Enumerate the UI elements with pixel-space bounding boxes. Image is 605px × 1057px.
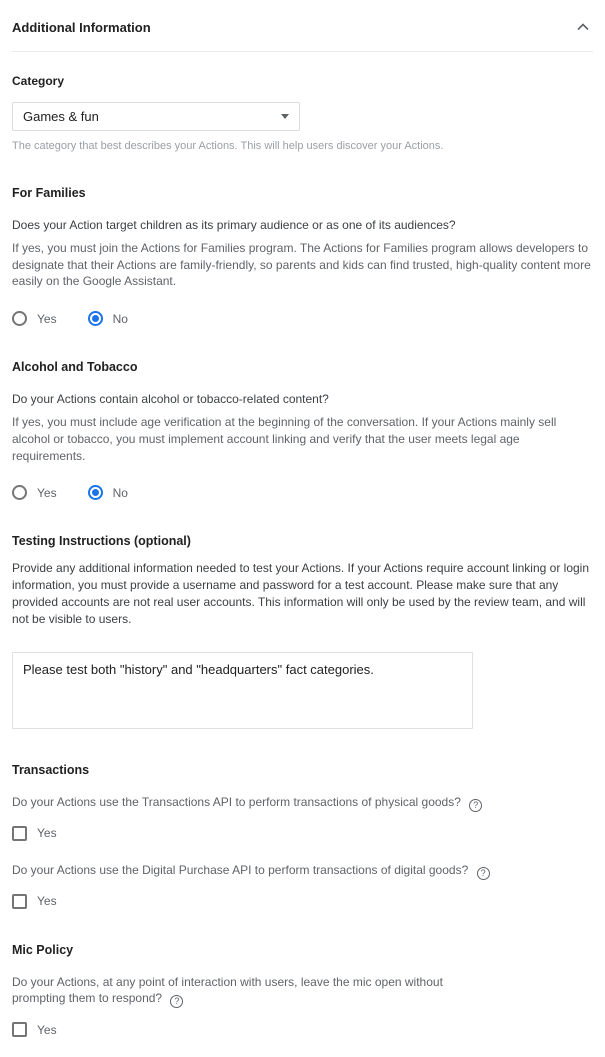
page-title: Additional Information xyxy=(12,19,151,35)
radio-label: No xyxy=(112,485,128,500)
for-families-description: If yes, you must join the Actions for Families program. The Actions for Families program allows developers to designate that their Actions are family-friendly, so parents and kids can find trusted, high-quality content more easily on the Google Assistant. xyxy=(12,240,591,289)
alcohol-tobacco-radio-group xyxy=(12,485,593,500)
question-text: Do your Actions, at any point of interaction with users, leave the mic open without prompting them to respond? xyxy=(12,974,443,1006)
for-families-radio-yes[interactable] xyxy=(12,311,57,326)
question-text: Do your Actions use the Digital Purchase API to perform transactions of digital goods? xyxy=(12,862,469,877)
alcohol-tobacco-title: Alcohol and Tobacco xyxy=(12,360,138,375)
testing-instructions-description: Provide any additional information needed to test your Actions. If your Actions require account linking or login information, you must provide a username and password for a test account. Please make sure that any provided accounts are not real user accounts. This information will only be used by the review team, and will not be visible to users. xyxy=(12,561,590,626)
transactions-section xyxy=(12,763,593,909)
for-families-title: For Families xyxy=(12,186,86,200)
radio-icon xyxy=(88,485,103,500)
radio-label: Yes xyxy=(37,311,57,326)
transactions-digital-question xyxy=(12,862,593,880)
checkbox-icon xyxy=(12,894,27,909)
radio-label: Yes xyxy=(37,485,57,500)
chevron-up-icon xyxy=(577,18,589,36)
alcohol-tobacco-radio-no[interactable] xyxy=(88,485,128,500)
alcohol-tobacco-question: Do your Actions contain alcohol or tobacco-related content? xyxy=(12,392,329,407)
checkbox-label: Yes xyxy=(37,894,57,909)
radio-icon xyxy=(12,311,27,326)
category-select[interactable] xyxy=(12,102,300,131)
caret-down-icon xyxy=(281,114,289,119)
category-label: Category xyxy=(12,74,65,88)
radio-icon xyxy=(88,311,103,326)
header-divider xyxy=(12,51,593,52)
testing-instructions-input[interactable] xyxy=(12,652,473,729)
for-families-radio-group xyxy=(12,311,593,326)
category-helper-text: The category that best describes your Actions. This will help users discover your Actions. xyxy=(12,140,444,152)
collapse-section-button[interactable] xyxy=(575,16,591,38)
panel-header xyxy=(12,14,593,38)
for-families-question: Does your Action target children as its primary audience or as one of its audiences? xyxy=(12,218,456,232)
transactions-physical-checkbox[interactable] xyxy=(12,826,593,841)
alcohol-tobacco-section xyxy=(12,360,593,500)
for-families-radio-no[interactable] xyxy=(88,311,128,326)
help-icon[interactable]: ? xyxy=(170,995,183,1008)
mic-policy-title: Mic Policy xyxy=(12,942,74,957)
alcohol-tobacco-description: If yes, you must include age verification at the beginning of the conversation. If your Actions mainly sell alcohol or tobacco, you must implement account linking and verify that the user meets legal age requirements. xyxy=(12,414,557,463)
testing-instructions-title: Testing Instructions (optional) xyxy=(12,534,191,549)
help-icon[interactable]: ? xyxy=(477,867,490,880)
category-section xyxy=(12,74,593,152)
checkbox-label: Yes xyxy=(37,826,57,841)
mic-policy-section xyxy=(12,943,593,1038)
checkbox-label: Yes xyxy=(37,1022,57,1037)
category-select-value: Games & fun xyxy=(23,109,99,124)
transactions-digital-checkbox[interactable] xyxy=(12,894,593,909)
help-icon[interactable]: ? xyxy=(469,799,482,812)
checkbox-icon xyxy=(12,826,27,841)
mic-policy-question xyxy=(12,974,482,1009)
radio-label: No xyxy=(112,311,128,326)
alcohol-tobacco-radio-yes[interactable] xyxy=(12,485,57,500)
testing-instructions-section xyxy=(12,534,593,728)
transactions-physical-question xyxy=(12,794,593,812)
mic-policy-checkbox[interactable] xyxy=(12,1022,593,1037)
for-families-section xyxy=(12,186,593,326)
radio-icon xyxy=(12,485,27,500)
transactions-title: Transactions xyxy=(12,762,90,777)
checkbox-icon xyxy=(12,1022,27,1037)
question-text: Do your Actions use the Transactions API to perform transactions of physical goods? xyxy=(12,794,461,809)
